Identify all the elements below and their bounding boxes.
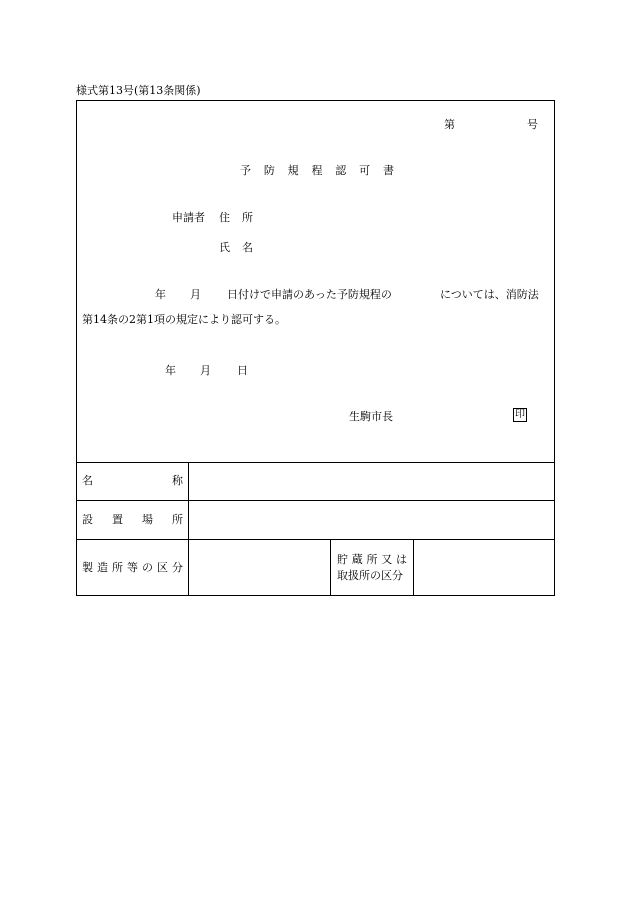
date-month: 月 <box>200 364 211 377</box>
date-year: 年 <box>165 364 176 377</box>
table-label-name: 名 称 <box>82 474 183 487</box>
table-label-storage-line2: 取扱所の区分 <box>337 569 403 582</box>
table-row-divider <box>76 539 555 540</box>
body-text-line2: 第14条の2第1項の規定により認可する。 <box>82 313 286 326</box>
title-char: 程 <box>311 164 323 177</box>
body-text-1: 日付けで申請のあった予防規程の <box>227 288 392 301</box>
table-label-storage-line1: 貯 蔵 所 又 は <box>337 553 407 566</box>
applicant-label: 申請者 <box>172 211 205 224</box>
title-char: 可 <box>359 164 371 177</box>
seal-mark: 印 <box>515 409 525 420</box>
table-column-divider <box>330 539 331 596</box>
body-text-2: については、消防法 <box>440 288 539 301</box>
date-day: 日 <box>237 364 248 377</box>
title-char: 書 <box>382 164 394 177</box>
title-char: 認 <box>335 164 347 177</box>
title-char: 防 <box>263 164 275 177</box>
form-label: 様式第13号(第13条関係) <box>76 84 201 97</box>
applicant-name-label: 氏 名 <box>219 241 253 254</box>
number-suffix: 号 <box>527 118 538 131</box>
table-label-facility-type: 製 造 所 等 の 区 分 <box>82 561 183 574</box>
mayor-title: 生駒市長 <box>349 410 393 423</box>
title-char: 予 <box>240 164 251 177</box>
document-title <box>240 164 394 178</box>
number-prefix: 第 <box>444 118 455 131</box>
table-column-divider <box>413 539 414 596</box>
body-year: 年 <box>155 288 166 301</box>
title-char: 規 <box>287 164 299 177</box>
body-month: 月 <box>190 288 201 301</box>
table-label-location: 設 置 場 所 <box>82 513 183 526</box>
applicant-address-label: 住 所 <box>219 211 253 224</box>
table-label-column-divider <box>188 462 189 596</box>
table-top-border <box>76 462 555 463</box>
table-row-divider <box>76 500 555 501</box>
